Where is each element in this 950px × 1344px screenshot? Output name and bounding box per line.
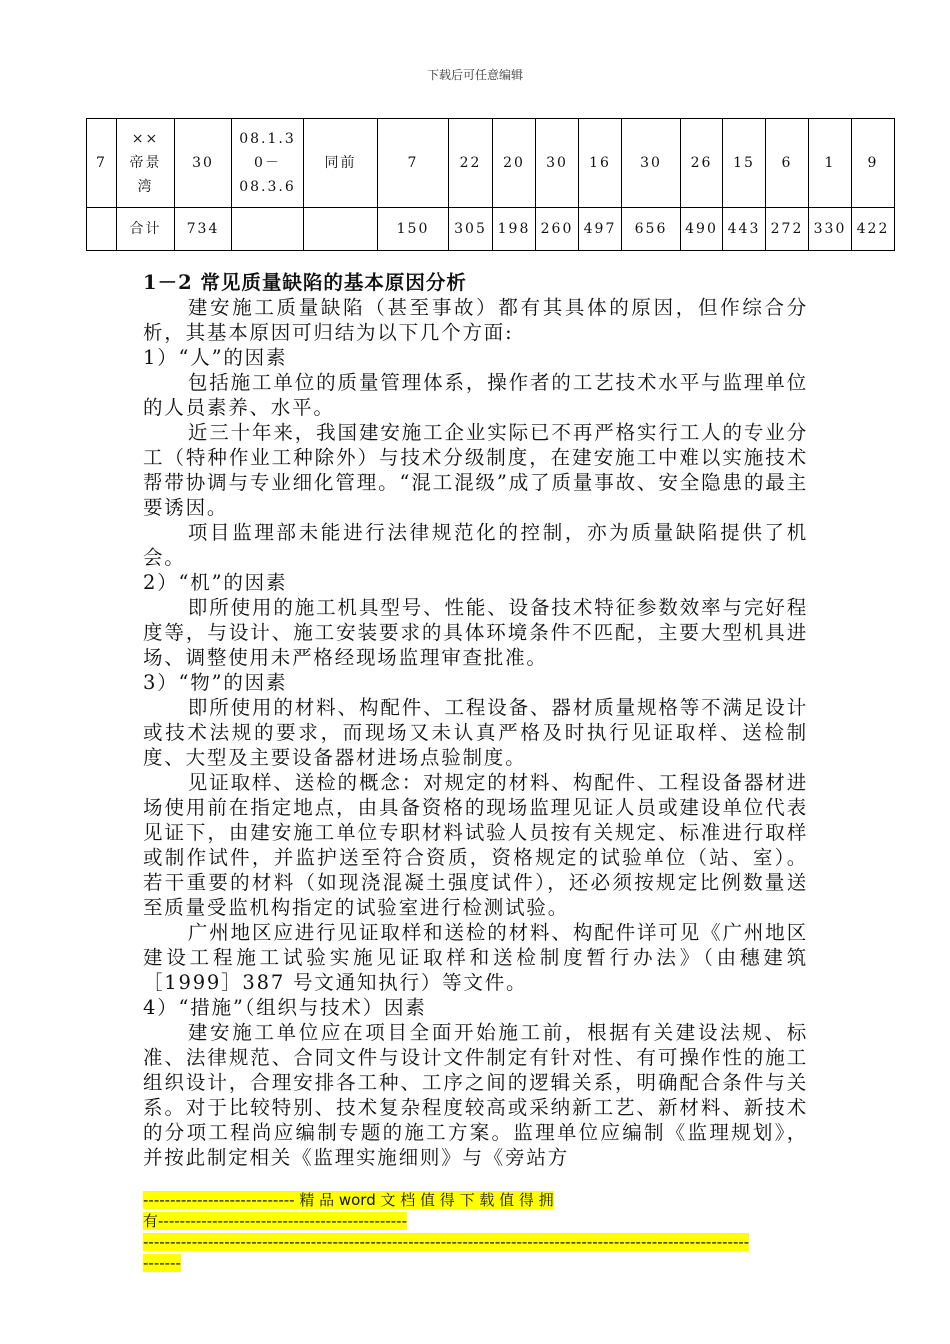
table-cell: 656 (622, 208, 681, 251)
paragraph: 即所使用的材料、构配件、工程设备、器材质量规格等不满足设计或技术法规的要求，而现场又未认真严格及时执行见证取样、送检制度、大型及主要设备器材进场点验制度。 (143, 696, 808, 769)
paragraph: 广州地区应进行见证取样和送检的材料、构配件详可见《广州地区建设工程施工试验实施见证取样和送检制度暂行办法》（由穗建筑［1999］387 号文通知执行）等文件。 (143, 921, 808, 994)
table-cell: 422 (852, 208, 895, 251)
page-header: 下载后可任意编辑 (426, 68, 523, 82)
table-row (87, 119, 895, 208)
table-cell: 1 (809, 119, 852, 208)
table-cell: 443 (723, 208, 766, 251)
table-cell: 6 (766, 119, 809, 208)
paragraph: 近三十年来，我国建安施工企业实际已不再严格实行工人的专业分工（特种作业工种除外）与技术分级制度，在建安施工中难以实施技术帮带协调与专业细化管理。“混工混级”成了质量事故、安全隐患的最主要诱因。 (143, 421, 808, 519)
statistics-table (86, 118, 895, 251)
footer-line-4: ------- (143, 1254, 181, 1272)
footer-line-2: 有---------------------------------------------- (143, 1212, 407, 1230)
table-cell: 30 (536, 119, 579, 208)
table-cell: 490 (681, 208, 723, 251)
table-cell (87, 208, 117, 251)
table-cell: 20 (493, 119, 536, 208)
table-cell: 330 (809, 208, 852, 251)
table-cell: 16 (579, 119, 622, 208)
table-cell: ×× 帝景 湾 (117, 119, 175, 208)
footer-line-3: ---------------------------------------------------------------------------------------------------------------- (143, 1233, 750, 1251)
table-cell: 7 (378, 119, 449, 208)
table-cell: 26 (681, 119, 723, 208)
table-cell: 30 (622, 119, 681, 208)
footer-line-1: ---------------------------- 精 品 word 文 档 值 得 下 载 值 得 拥 (143, 1191, 554, 1209)
table-cell (304, 208, 378, 251)
table-cell: 497 (579, 208, 622, 251)
paragraph: 即所使用的施工机具型号、性能、设备技术特征参数效率与完好程度等，与设计、施工安装要求的具体环境条件不匹配，主要大型机具进场、调整使用未严格经现场监理审查批准。 (143, 596, 808, 669)
paragraph: 2）“机”的因素 (143, 571, 288, 594)
paragraph: 建安施工单位应在项目全面开始施工前，根据有关建设法规、标准、法律规范、合同文件与设计文件制定有针对性、有可操作性的施工组织设计，合理安排各工种、工序之间的逻辑关系，明确配合条件与关系。对于比较特别、技术复杂程度较高或采纳新工艺、新材料、新技术的分项工程尚应编制专题的施工方案。监理单位应编制《监理规划》，并按此制定相关《监理实施细则》与《旁站方 (143, 1021, 808, 1169)
paragraph: 3）“物”的因素 (143, 671, 288, 694)
table-cell: 7 (87, 119, 117, 208)
paragraph: 项目监理部未能进行法律规范化的控制，亦为质量缺陷提供了机会。 (143, 521, 808, 569)
section-heading: 1－2 常见质量缺陷的基本原因分析 (143, 271, 467, 294)
table-cell: 198 (493, 208, 536, 251)
table-cell: 260 (536, 208, 579, 251)
table-cell (232, 208, 304, 251)
table-cell: 305 (449, 208, 493, 251)
table-cell: 734 (175, 208, 232, 251)
table-cell: 150 (378, 208, 449, 251)
body-text (143, 270, 808, 1170)
paragraph: 包括施工单位的质量管理体系，操作者的工艺技术水平与监理单位的人员素养、水平。 (143, 371, 808, 419)
table-cell: 15 (723, 119, 766, 208)
table-cell: 30 (175, 119, 232, 208)
paragraph: 见证取样、送检的概念：对规定的材料、构配件、工程设备器材进场使用前在指定地点，由具备资格的现场监理见证人员或建设单位代表见证下，由建安施工单位专职材料试验人员按有关规定、标准进行取样或制作试件，并监护送至符合资质，资格规定的试验单位（站、室）。若干重要的材料（如现浇混凝土强度试件），还必须按规定比例数量送至质量受监机构指定的试验室进行检测试验。 (143, 771, 808, 919)
table-cell: 08.1.3 0－ 08.3.6 (232, 119, 304, 208)
footer-banner (143, 1190, 808, 1274)
paragraph: 建安施工质量缺陷（甚至事故）都有其具体的原因，但作综合分析，其基本原因可归结为以下几个方面: (143, 296, 808, 344)
table-cell: 9 (852, 119, 895, 208)
table-row (87, 208, 895, 251)
paragraph: 1）“人”的因素 (143, 346, 288, 369)
table-cell: 272 (766, 208, 809, 251)
table-cell: 22 (449, 119, 493, 208)
paragraph: 4）“措施”（组织与技术）因素 (143, 996, 427, 1019)
table-cell: 合计 (117, 208, 175, 251)
table-cell: 同前 (304, 119, 378, 208)
